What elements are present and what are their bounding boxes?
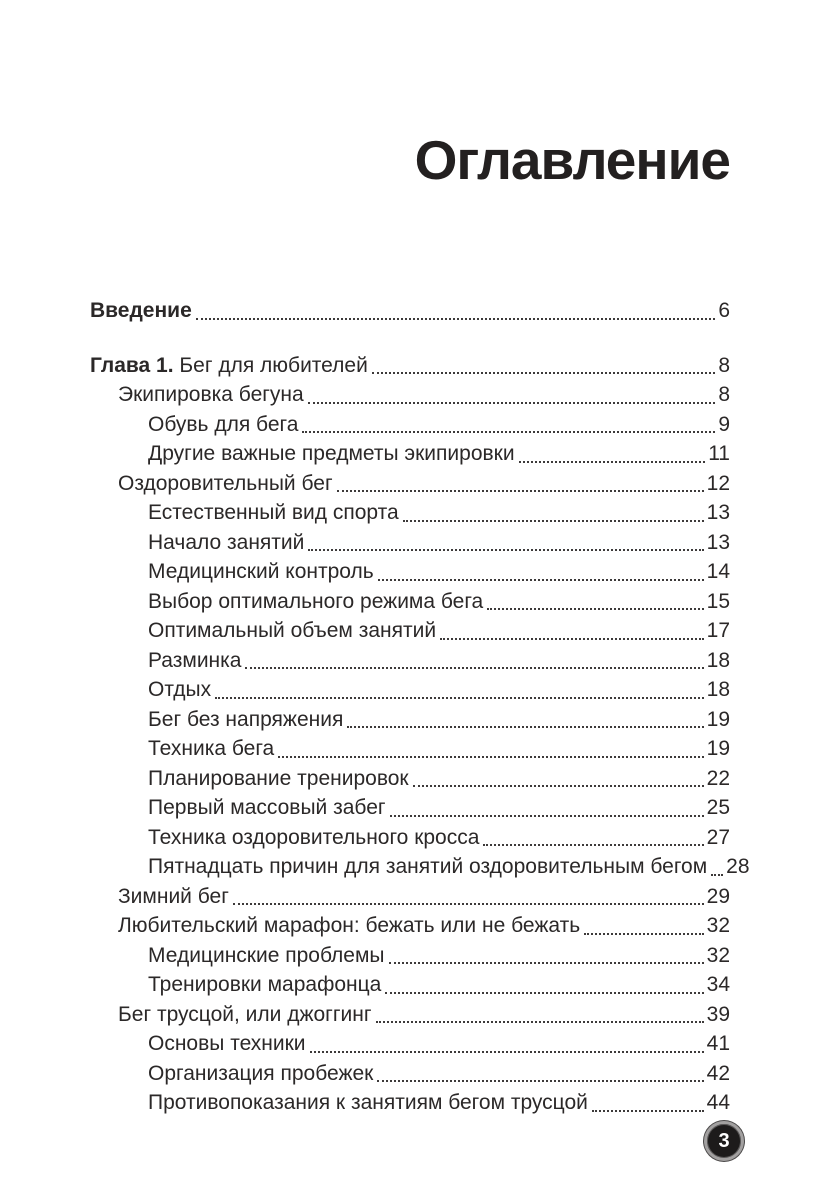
toc-entry <box>90 351 730 381</box>
toc-entry-text: Обувь для бега <box>148 412 299 436</box>
toc-entry-label <box>118 882 229 912</box>
page-number-badge <box>704 1121 744 1161</box>
toc-entry-page: 44 <box>706 1091 730 1114</box>
toc-entry-label <box>148 705 343 735</box>
toc-entry-label <box>118 1000 372 1030</box>
dot-leader <box>413 785 704 787</box>
toc-entry <box>90 1059 730 1089</box>
toc-entry <box>90 1088 730 1118</box>
toc-entry-page: 6 <box>718 299 730 322</box>
toc-entry-label <box>90 296 192 326</box>
toc-entry-page: 42 <box>706 1061 730 1085</box>
toc-entry-text: Любительский марафон: бежать или не бежать <box>118 914 581 937</box>
toc-entry-text: Разминка <box>148 648 242 672</box>
dot-leader <box>310 1051 704 1053</box>
dot-leader <box>337 490 704 492</box>
toc-entry-label <box>118 469 333 499</box>
toc-entry <box>90 764 730 794</box>
dot-leader <box>584 933 703 935</box>
toc-entry <box>90 970 730 1000</box>
toc-entry-label <box>90 351 368 381</box>
toc-entry-label <box>148 941 385 971</box>
toc-entry-text: Начало занятий <box>148 530 305 554</box>
toc-entry <box>90 646 730 676</box>
toc-entry-page: 11 <box>708 442 730 465</box>
toc-entry-text: Естественный вид спорта <box>148 501 399 524</box>
dot-leader <box>519 461 706 463</box>
toc-entry <box>90 410 730 440</box>
toc-entry-text: Отдых <box>148 678 212 701</box>
toc-entry-text: Организация пробежек <box>148 1061 374 1085</box>
page-number: 3 <box>718 1129 730 1152</box>
toc-entry-page: 8 <box>718 353 730 377</box>
dot-leader <box>302 431 715 433</box>
toc-entry-label <box>148 439 515 469</box>
toc-entry-text: Введение <box>90 299 192 322</box>
toc-entry <box>90 911 730 941</box>
toc-entry <box>90 823 730 853</box>
toc-entry-label <box>148 498 399 528</box>
toc-entry-page: 34 <box>706 973 730 996</box>
toc-entry-text: Основы техники <box>148 1032 306 1055</box>
toc-entry-page: 13 <box>706 501 730 524</box>
toc-entry-page: 14 <box>706 560 730 583</box>
toc-entry-page: 28 <box>726 855 750 878</box>
dot-leader <box>278 756 703 758</box>
dot-leader <box>440 638 704 640</box>
toc-entry <box>90 469 730 499</box>
dot-leader <box>385 992 703 994</box>
dot-leader <box>390 815 704 817</box>
toc-entry-text: Техника бега <box>148 737 275 760</box>
toc-entry-text: Оптимальный объем занятий <box>148 619 437 642</box>
toc-entry-label <box>148 793 386 823</box>
toc-entry-label <box>148 823 479 853</box>
toc-entry <box>90 793 730 823</box>
toc-entry-page: 13 <box>706 530 730 554</box>
dot-leader <box>376 1021 704 1023</box>
toc-entry <box>90 705 730 735</box>
toc-entry-page: 18 <box>706 678 730 701</box>
toc-entry <box>90 498 730 528</box>
toc-entry-text: Другие важные предметы экипировки <box>148 442 515 465</box>
toc-entry-text: Медицинский контроль <box>148 560 374 583</box>
toc-entry-page: 8 <box>718 383 730 406</box>
dot-leader <box>196 318 716 320</box>
dot-leader <box>483 844 703 846</box>
toc-entry-page: 32 <box>706 943 730 967</box>
toc-entry-label <box>148 557 374 587</box>
toc-entry-text: Оздоровительный бег <box>118 471 333 495</box>
dot-leader <box>308 549 703 551</box>
toc-entry-page: 27 <box>706 825 730 849</box>
toc-entry-label <box>148 587 483 617</box>
toc-entry <box>90 557 730 587</box>
toc-entry-label <box>148 1029 306 1059</box>
dot-leader <box>233 903 704 905</box>
dot-leader <box>308 402 716 404</box>
toc-entry-label <box>148 734 274 764</box>
toc-entry-page: 12 <box>706 471 730 495</box>
toc-entry-text: Бег без напряжения <box>148 707 344 731</box>
toc-entry <box>90 380 730 410</box>
toc-entry-text: Медицинские проблемы <box>148 943 385 967</box>
toc-entry <box>90 1029 730 1059</box>
dot-leader <box>487 608 703 610</box>
toc-list <box>90 296 750 1118</box>
toc-entry-page: 15 <box>706 589 730 613</box>
toc-entry-page: 25 <box>706 796 730 819</box>
toc-entry-label <box>118 380 304 410</box>
toc-entry-chapter-prefix: Глава 1. <box>90 353 180 377</box>
toc-entry-page: 29 <box>706 884 730 908</box>
dot-leader <box>372 372 715 374</box>
toc-entry-page: 39 <box>706 1002 730 1026</box>
dot-leader <box>377 1080 703 1082</box>
toc-entry <box>90 528 730 558</box>
toc-entry-text: Бег для любителей <box>179 353 368 377</box>
toc-entry-text: Экипировка бегуна <box>118 383 304 406</box>
toc-entry-page: 19 <box>706 737 730 760</box>
toc-entry-text: Техника оздоровительного кросса <box>148 825 480 849</box>
dot-leader <box>347 726 703 728</box>
toc-entry-text: Первый массовый забег <box>148 796 386 819</box>
toc-entry <box>90 882 730 912</box>
toc-entry-label <box>148 646 241 676</box>
toc-entry <box>90 439 730 469</box>
toc-entry <box>90 941 730 971</box>
toc-entry-page: 19 <box>706 707 730 731</box>
toc-entry-page: 18 <box>706 648 730 672</box>
toc-entry-text: Зимний бег <box>118 884 229 908</box>
dot-leader <box>711 874 723 876</box>
dot-leader <box>215 697 704 699</box>
toc-entry-label <box>148 970 381 1000</box>
toc-entry-page: 41 <box>706 1032 730 1055</box>
toc-entry-label <box>148 1088 588 1118</box>
toc-entry <box>90 587 730 617</box>
toc-entry-page: 9 <box>718 412 730 436</box>
toc-entry-text: Противопоказания к занятиям бегом трусцой <box>148 1091 588 1114</box>
toc-entry-text: Выбор оптимального режима бега <box>148 589 484 613</box>
dot-leader <box>403 520 704 522</box>
dot-leader <box>389 962 704 964</box>
toc-entry-label <box>148 675 211 705</box>
toc-entry <box>90 1000 730 1030</box>
dot-leader <box>378 579 704 581</box>
toc-entry <box>90 296 730 326</box>
toc-entry-text: Планирование тренировок <box>148 766 409 790</box>
toc-entry-label <box>148 410 298 440</box>
toc-entry <box>90 616 730 646</box>
toc-entry-text: Пятнадцать причин для занятий оздоровительным бегом <box>148 855 708 878</box>
toc-entry-label <box>148 764 409 794</box>
toc-entry <box>90 734 730 764</box>
toc-entry-label <box>148 616 436 646</box>
toc-entry-page: 17 <box>706 619 730 642</box>
toc-entry-label <box>148 852 707 882</box>
toc-entry-page: 32 <box>706 914 730 937</box>
toc-entry <box>90 675 730 705</box>
page-title: Оглавление <box>414 129 730 191</box>
toc-entry-page: 22 <box>706 766 730 790</box>
toc-entry-label <box>148 528 304 558</box>
toc-entry-text: Бег трусцой, или джоггинг <box>118 1002 372 1026</box>
toc-entry-text: Тренировки марафонца <box>148 973 382 996</box>
dot-leader <box>245 667 703 669</box>
toc-entry <box>90 852 750 882</box>
dot-leader <box>592 1110 704 1112</box>
toc-entry-label <box>118 911 580 941</box>
toc-entry-label <box>148 1059 373 1089</box>
